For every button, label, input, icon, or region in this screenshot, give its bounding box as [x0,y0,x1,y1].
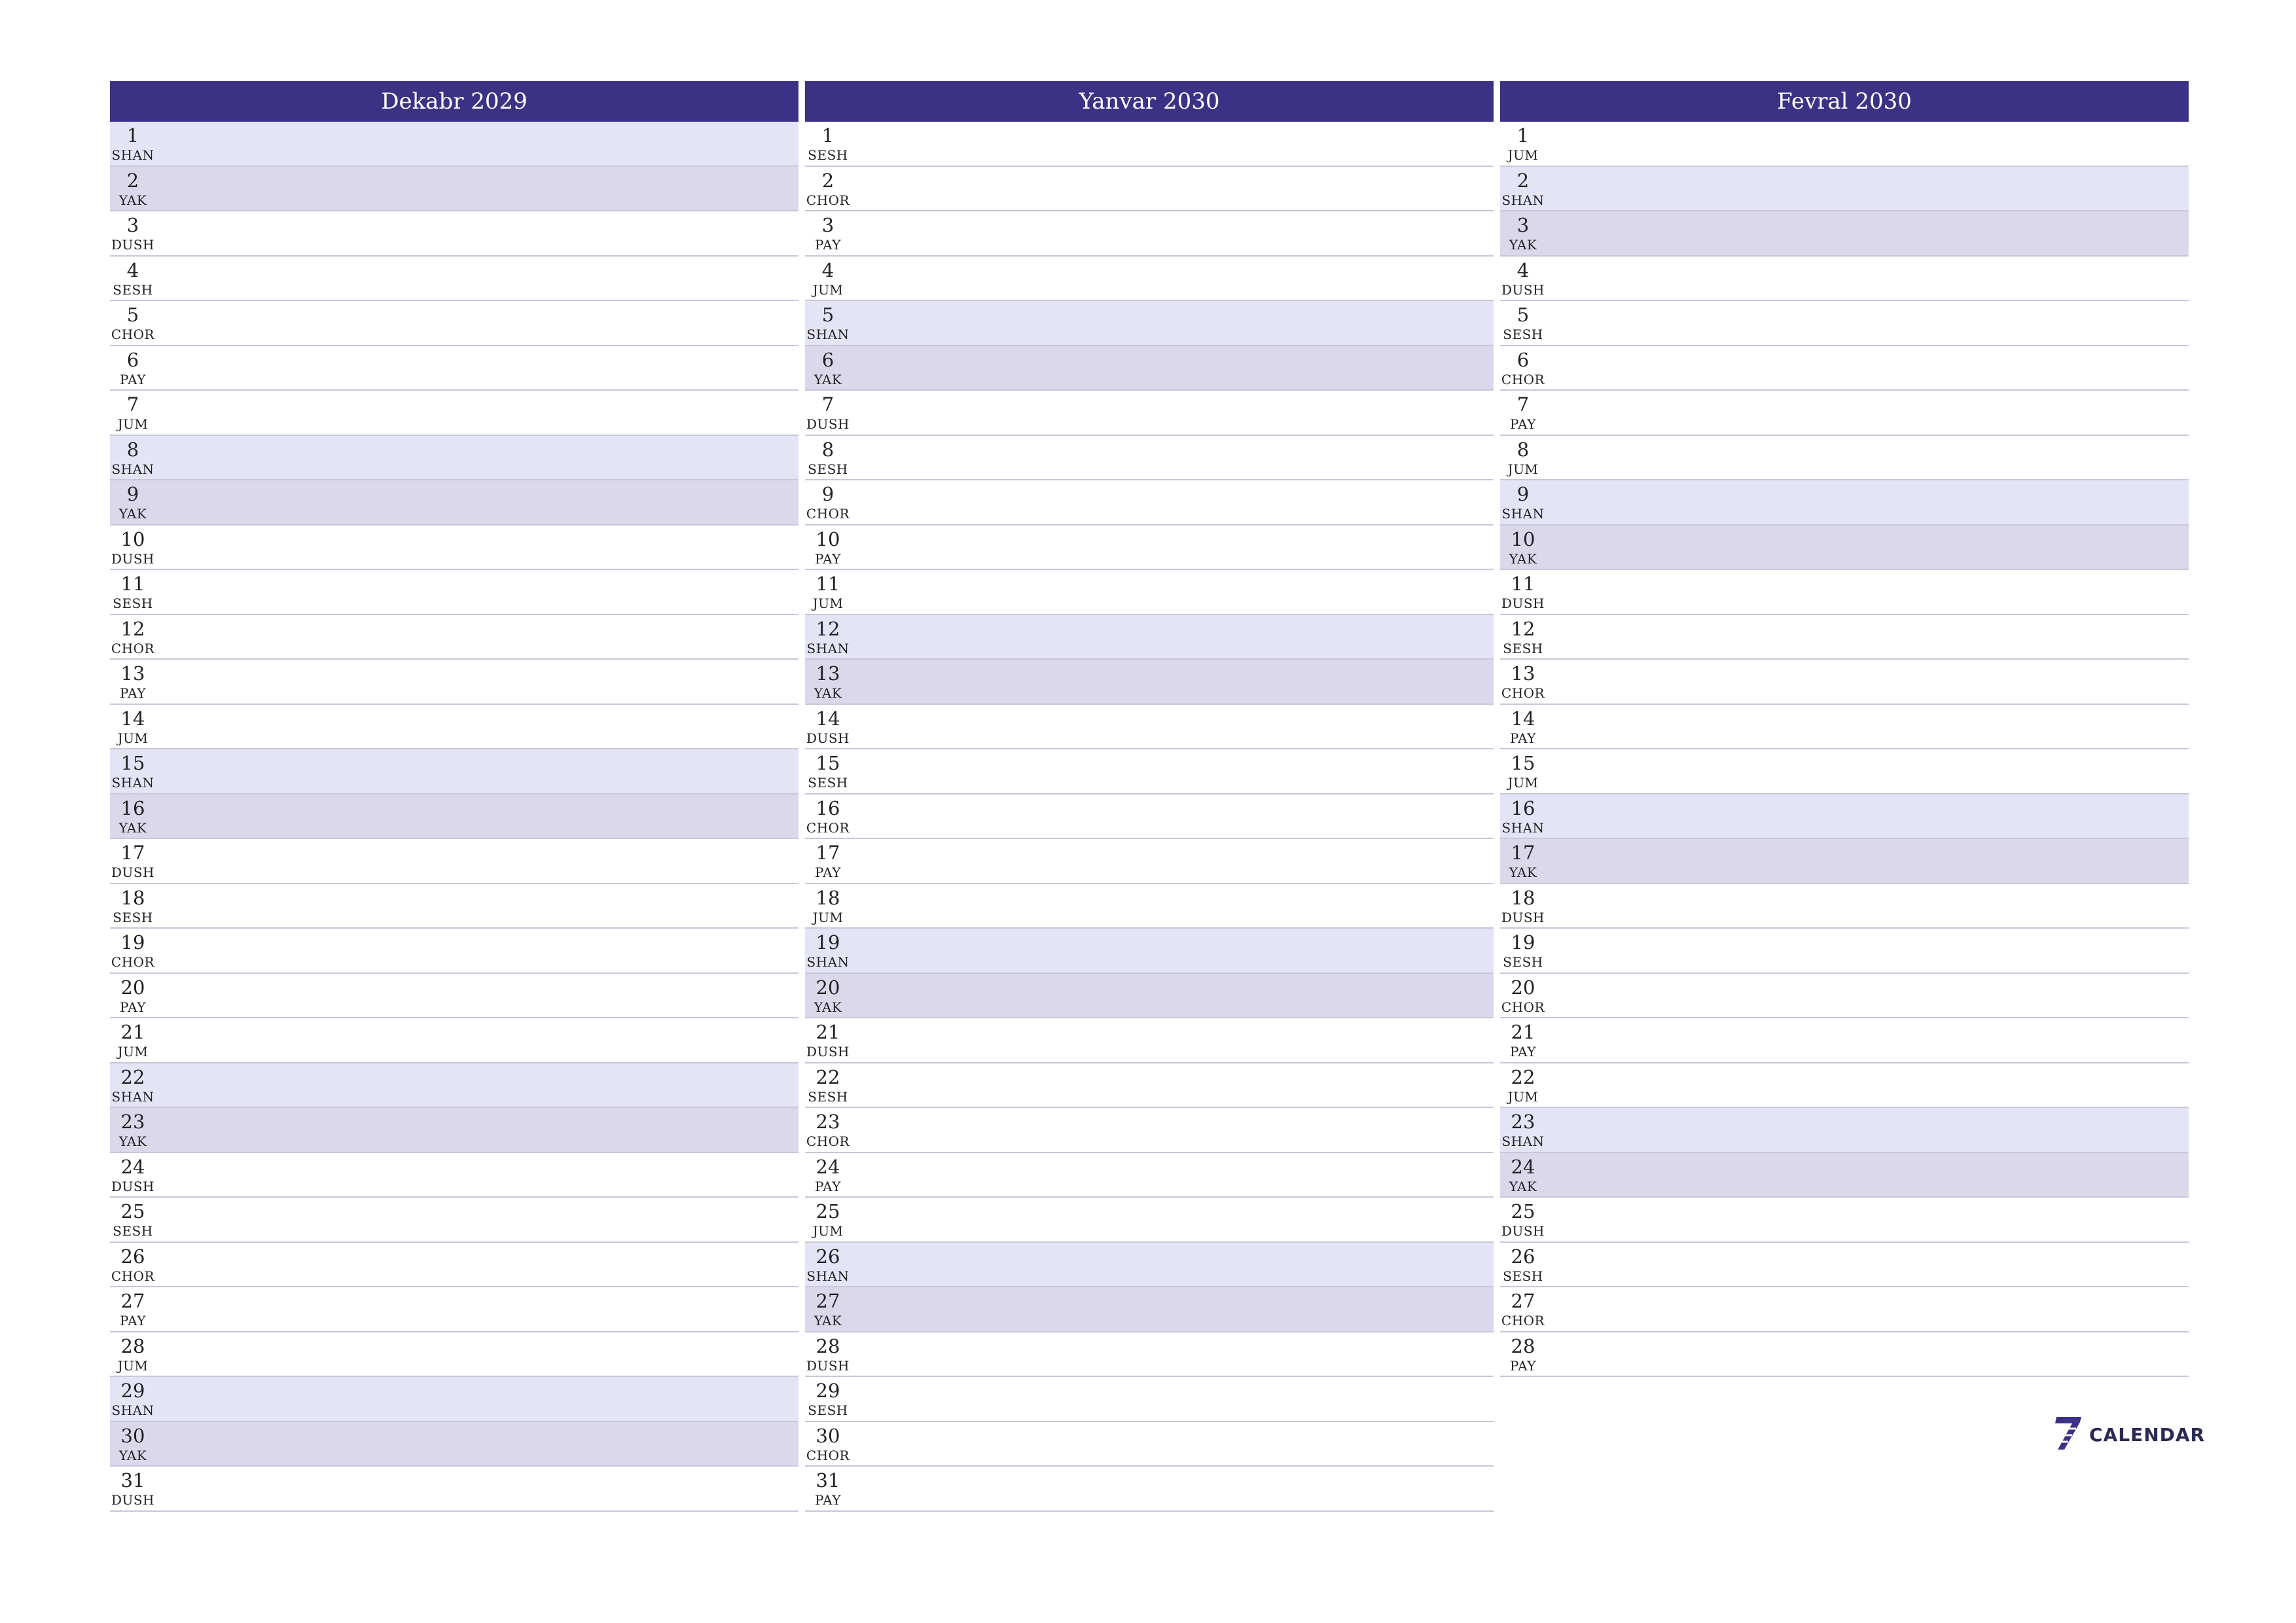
weekday-label: JUM [1507,147,1539,163]
weekday-label: YAK [814,1313,842,1329]
weekday-label: DUSH [1501,1223,1545,1239]
day-row [805,167,1494,212]
day-number: 21 [120,1021,145,1043]
day-number: 9 [821,483,834,505]
weekday-label: DUSH [1501,596,1545,611]
day-row [110,1198,798,1243]
day-number: 26 [120,1245,145,1268]
day-list [1500,122,2189,1377]
day-row [1500,1332,2189,1378]
weekday-label: SESH [1503,327,1543,342]
day-number: 14 [816,707,840,730]
day-number: 13 [816,662,840,685]
day-row [1500,1153,2189,1198]
day-row [1500,749,2189,794]
weekday-label: CHOR [111,954,155,970]
day-row [110,526,798,571]
day-row [110,884,798,929]
day-row [110,1377,798,1422]
weekday-label: SESH [808,147,848,163]
day-number: 22 [120,1065,145,1088]
day-row [805,749,1494,794]
weekday-label: YAK [1509,1178,1537,1194]
weekday-label: DUSH [1501,281,1545,298]
weekday-label: SHAN [1501,819,1545,836]
weekday-label: JUM [117,1357,149,1374]
weekday-label: DUSH [806,1357,850,1374]
weekday-label: PAY [815,1178,841,1194]
day-row [110,1332,798,1378]
day-row [805,839,1494,884]
day-row [110,436,798,481]
day-row [805,1332,1494,1378]
day-number: 5 [1516,304,1530,326]
day-row [805,884,1494,929]
day-row [805,794,1494,840]
weekday-label: YAK [118,1447,147,1463]
day-row [805,1287,1494,1332]
weekday-label: SHAN [111,147,154,163]
day-number: 20 [816,976,840,999]
day-number: 2 [821,169,834,192]
weekday-label: SESH [808,1088,848,1105]
weekday-label: SHAN [806,954,850,970]
weekday-label: JUM [117,730,149,746]
day-row [1500,839,2189,884]
day-row [1500,526,2189,571]
day-number: 24 [1511,1155,1535,1178]
weekday-label: SHAN [111,1088,154,1105]
weekday-label: DUSH [111,1178,155,1194]
day-number: 23 [120,1111,145,1133]
day-number: 9 [126,483,139,505]
day-number: 11 [120,573,145,595]
day-row [805,660,1494,705]
day-number: 22 [816,1065,840,1088]
day-row [110,570,798,615]
day-number: 9 [1516,483,1530,505]
day-row [805,1018,1494,1063]
day-number: 6 [1516,348,1530,371]
weekday-label: CHOR [806,1447,850,1463]
day-row [1500,660,2189,705]
day-number: 8 [1516,438,1530,461]
day-number: 8 [126,438,139,461]
day-number: 10 [1511,527,1535,550]
weekday-label: CHOR [111,327,155,342]
day-row [110,167,798,212]
day-row [805,1377,1494,1422]
day-row [110,660,798,705]
brand-logo [2054,1417,2205,1452]
day-row [805,391,1494,436]
day-row [110,1422,798,1467]
month-title: Fevral 2030 [1500,81,2189,122]
day-number: 18 [120,886,145,909]
day-number: 26 [816,1245,840,1268]
weekday-label: YAK [814,685,842,701]
weekday-label: DUSH [111,237,155,253]
day-row [805,257,1494,302]
day-row [805,974,1494,1019]
weekday-label: PAY [1510,1044,1536,1060]
month-title: Yanvar 2030 [805,81,1494,122]
day-number: 1 [1516,124,1530,147]
day-number: 3 [126,214,139,236]
day-number: 8 [821,438,834,461]
day-row [1500,346,2189,391]
day-number: 2 [126,169,139,192]
day-number: 5 [821,304,834,326]
day-number: 14 [120,707,145,730]
day-number: 15 [120,752,145,774]
day-row [110,705,798,750]
weekday-label: SESH [808,461,848,477]
day-number: 25 [816,1200,840,1222]
weekday-label: JUM [812,1223,844,1239]
day-number: 3 [1516,214,1530,236]
weekday-label: SHAN [806,327,850,342]
weekday-label: PAY [815,237,841,253]
month-column-3 [1500,81,2189,1377]
day-list [805,122,1494,1512]
weekday-label: YAK [1509,550,1537,567]
day-number: 11 [816,573,840,595]
weekday-label: PAY [1510,1357,1536,1374]
day-number: 12 [1511,617,1535,640]
day-number: 31 [816,1469,840,1491]
day-row [805,1153,1494,1198]
day-number: 17 [120,842,145,864]
day-row [110,1243,798,1288]
weekday-label: SESH [113,281,153,298]
day-row [1500,615,2189,660]
day-number: 31 [120,1469,145,1491]
day-number: 25 [120,1200,145,1222]
weekday-label: CHOR [806,1133,850,1149]
weekday-label: CHOR [806,192,850,208]
day-number: 10 [816,527,840,550]
day-number: 1 [126,124,139,147]
day-list [110,122,798,1512]
weekday-label: SESH [808,1402,848,1418]
day-row [1500,929,2189,974]
day-row [110,615,798,660]
day-row [805,570,1494,615]
day-number: 23 [1511,1111,1535,1133]
weekday-label: SHAN [1501,1133,1545,1149]
day-row [805,346,1494,391]
weekday-label: YAK [814,371,842,387]
day-row [110,257,798,302]
weekday-label: CHOR [111,1268,155,1284]
weekday-label: PAY [120,1313,146,1329]
day-row [110,1018,798,1063]
day-number: 16 [816,796,840,819]
day-number: 4 [126,259,139,281]
logo-text: CALENDAR [2089,1423,2206,1446]
weekday-label: PAY [120,371,146,387]
day-number: 27 [120,1290,145,1312]
weekday-label: YAK [814,999,842,1015]
day-number: 23 [816,1111,840,1133]
day-row [110,839,798,884]
day-row [1500,1018,2189,1063]
weekday-label: DUSH [1501,909,1545,925]
day-number: 28 [120,1334,145,1357]
weekday-label: YAK [118,1133,147,1149]
day-row [1500,884,2189,929]
weekday-label: JUM [1507,461,1539,477]
weekday-label: SESH [113,909,153,925]
day-row [110,1287,798,1332]
weekday-label: PAY [815,865,841,880]
weekday-label: CHOR [1501,999,1545,1015]
day-row [805,1243,1494,1288]
weekday-label: SHAN [111,461,154,477]
weekday-label: SHAN [806,640,850,656]
day-number: 30 [120,1424,145,1447]
day-number: 26 [1511,1245,1535,1268]
weekday-label: PAY [1510,730,1536,746]
day-number: 11 [1511,573,1535,595]
weekday-label: DUSH [806,416,850,432]
day-row [110,391,798,436]
day-row [1500,1243,2189,1288]
day-number: 7 [126,393,139,416]
day-number: 17 [1511,842,1535,864]
weekday-label: SHAN [806,1268,850,1284]
weekday-label: SESH [1503,954,1543,970]
day-row [805,1108,1494,1153]
weekday-label: YAK [118,819,147,836]
weekday-label: SESH [113,1223,153,1239]
day-number: 19 [1511,931,1535,954]
day-number: 22 [1511,1065,1535,1088]
weekday-label: JUM [812,596,844,611]
day-number: 27 [816,1290,840,1312]
month-title: Dekabr 2029 [110,81,798,122]
day-number: 12 [816,617,840,640]
day-row [1500,301,2189,346]
day-number: 1 [821,124,834,147]
day-row [1500,570,2189,615]
day-number: 13 [120,662,145,685]
day-row [110,1063,798,1109]
day-number: 25 [1511,1200,1535,1222]
day-row [1500,1108,2189,1153]
month-column-1 [110,81,798,1512]
day-row [1500,257,2189,302]
weekday-label: YAK [1509,237,1537,253]
day-row [805,301,1494,346]
weekday-label: JUM [1507,775,1539,791]
day-row [110,749,798,794]
day-number: 4 [821,259,834,281]
day-number: 19 [120,931,145,954]
weekday-label: PAY [120,685,146,701]
weekday-label: CHOR [1501,685,1545,701]
day-row [110,301,798,346]
weekday-label: SHAN [1501,506,1545,522]
day-number: 28 [816,1334,840,1357]
day-row [805,615,1494,660]
weekday-label: JUM [117,416,149,432]
day-row [805,122,1494,167]
weekday-label: SESH [1503,1268,1543,1284]
day-number: 29 [120,1380,145,1402]
weekday-label: DUSH [806,730,850,746]
weekday-label: CHOR [1501,371,1545,387]
day-row [805,436,1494,481]
day-number: 12 [120,617,145,640]
weekday-label: CHOR [806,506,850,522]
day-number: 17 [816,842,840,864]
day-number: 3 [821,214,834,236]
day-row [110,1467,798,1512]
day-row [805,1422,1494,1467]
day-number: 6 [821,348,834,371]
weekday-label: YAK [118,192,147,208]
day-row [110,929,798,974]
day-number: 27 [1511,1290,1535,1312]
day-number: 20 [1511,976,1535,999]
day-number: 15 [1511,752,1535,774]
weekday-label: DUSH [111,865,155,880]
day-number: 18 [816,886,840,909]
day-row [805,211,1494,257]
day-row [1500,211,2189,257]
weekday-label: DUSH [111,1492,155,1508]
day-row [805,1198,1494,1243]
weekday-label: SESH [113,596,153,611]
day-number: 18 [1511,886,1535,909]
day-number: 7 [821,393,834,416]
weekday-label: DUSH [111,550,155,567]
day-row [1500,480,2189,526]
day-row [1500,794,2189,840]
day-row [110,974,798,1019]
weekday-label: PAY [815,550,841,567]
day-row [1500,705,2189,750]
day-number: 13 [1511,662,1535,685]
day-number: 14 [1511,707,1535,730]
day-row [805,1467,1494,1512]
weekday-label: JUM [812,909,844,925]
day-row [1500,1198,2189,1243]
day-number: 28 [1511,1334,1535,1357]
day-row [805,1063,1494,1109]
day-number: 30 [816,1424,840,1447]
day-row [1500,436,2189,481]
day-number: 15 [816,752,840,774]
weekday-label: PAY [120,999,146,1015]
month-column-2 [805,81,1494,1512]
weekday-label: SESH [1503,640,1543,656]
day-number: 5 [126,304,139,326]
weekday-label: YAK [1509,865,1537,880]
day-row [110,480,798,526]
day-row [805,705,1494,750]
day-row [110,794,798,840]
day-row [110,1108,798,1153]
day-row [1500,122,2189,167]
day-number: 20 [120,976,145,999]
day-number: 16 [1511,796,1535,819]
weekday-label: SESH [808,775,848,791]
weekday-label: CHOR [806,819,850,836]
weekday-label: PAY [815,1492,841,1508]
weekday-label: JUM [1507,1088,1539,1105]
weekday-label: YAK [118,506,147,522]
day-number: 29 [816,1380,840,1402]
weekday-label: SHAN [1501,192,1545,208]
weekday-label: SHAN [111,775,154,791]
day-number: 7 [1516,393,1530,416]
weekday-label: JUM [812,281,844,298]
weekday-label: CHOR [1501,1313,1545,1329]
weekday-label: PAY [1510,416,1536,432]
day-number: 6 [126,348,139,371]
day-row [1500,974,2189,1019]
day-row [805,480,1494,526]
day-row [805,929,1494,974]
day-number: 2 [1516,169,1530,192]
day-number: 4 [1516,259,1530,281]
weekday-label: SHAN [111,1402,154,1418]
weekday-label: JUM [117,1044,149,1060]
seven-logo-icon [2054,1416,2083,1454]
day-row [1500,1063,2189,1109]
weekday-label: CHOR [111,640,155,656]
day-row [110,211,798,257]
day-number: 24 [816,1155,840,1178]
day-row [110,346,798,391]
day-number: 10 [120,527,145,550]
weekday-label: DUSH [806,1044,850,1060]
day-row [805,526,1494,571]
day-row [110,1153,798,1198]
day-number: 24 [120,1155,145,1178]
day-row [1500,391,2189,436]
day-row [1500,167,2189,212]
day-number: 21 [816,1021,840,1043]
day-row [1500,1287,2189,1332]
day-number: 16 [120,796,145,819]
day-number: 19 [816,931,840,954]
day-number: 21 [1511,1021,1535,1043]
day-row [110,122,798,167]
